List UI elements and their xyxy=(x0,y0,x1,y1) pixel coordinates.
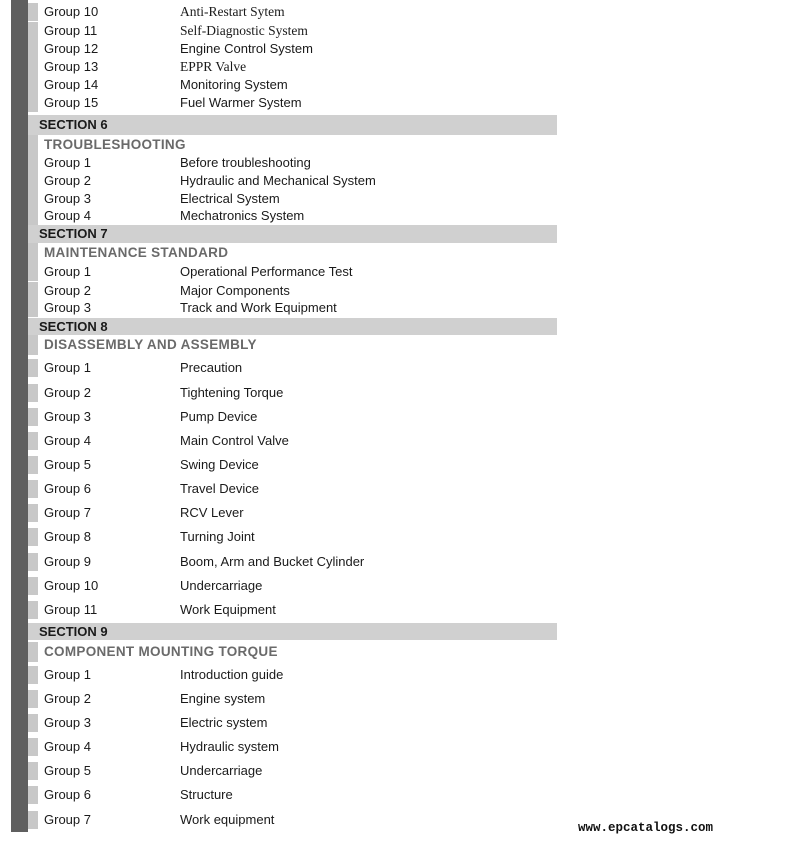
list-item[interactable] xyxy=(28,577,557,595)
list-item[interactable] xyxy=(28,528,557,546)
list-item[interactable] xyxy=(28,456,557,474)
section-number: SECTION 6 xyxy=(39,117,108,132)
section-header xyxy=(28,225,557,243)
section-heading xyxy=(28,642,557,662)
group-title: Operational Performance Test xyxy=(180,264,353,279)
group-label: Group 3 xyxy=(44,715,91,730)
group-label: Group 13 xyxy=(44,59,99,74)
list-item[interactable] xyxy=(28,359,557,377)
list-item[interactable] xyxy=(28,811,557,829)
group-title: Mechatronics System xyxy=(180,208,305,223)
section-title: MAINTENANCE STANDARD xyxy=(44,245,229,260)
list-item[interactable] xyxy=(28,601,557,619)
group-title: Main Control Valve xyxy=(180,433,289,448)
list-item[interactable] xyxy=(28,480,557,498)
section-header xyxy=(28,623,557,640)
list-item[interactable] xyxy=(28,94,557,112)
list-item[interactable] xyxy=(28,553,557,571)
group-title: Anti-Restart Sytem xyxy=(180,4,285,19)
section-number: SECTION 9 xyxy=(39,624,108,639)
list-item[interactable] xyxy=(28,207,557,225)
group-label: Group 8 xyxy=(44,529,91,544)
watermark-url: www.epcatalogs.com xyxy=(578,821,714,835)
group-title: Hydraulic system xyxy=(180,739,279,754)
group-title: Monitoring System xyxy=(180,77,288,92)
group-label: Group 1 xyxy=(44,264,91,279)
group-title: Engine system xyxy=(180,691,266,706)
group-title: Boom, Arm and Bucket Cylinder xyxy=(180,554,365,569)
list-item[interactable] xyxy=(28,299,557,317)
group-label: Group 6 xyxy=(44,787,91,802)
section-header xyxy=(28,115,557,135)
list-item[interactable] xyxy=(28,384,557,402)
section-title: TROUBLESHOOTING xyxy=(44,137,186,152)
list-item[interactable] xyxy=(28,154,557,172)
list-item[interactable] xyxy=(28,172,557,190)
group-label: Group 5 xyxy=(44,457,91,472)
group-title: Electric system xyxy=(180,715,268,730)
group-label: Group 6 xyxy=(44,481,91,496)
section-title: DISASSEMBLY AND ASSEMBLY xyxy=(44,337,257,352)
group-title: Before troubleshooting xyxy=(180,155,311,170)
group-label: Group 11 xyxy=(44,602,98,617)
group-title: Turning Joint xyxy=(180,529,255,544)
group-title: Pump Device xyxy=(180,409,258,424)
group-label: Group 5 xyxy=(44,763,91,778)
group-label: Group 10 xyxy=(44,4,99,19)
list-item[interactable] xyxy=(28,714,557,732)
list-item[interactable] xyxy=(28,432,557,450)
list-item[interactable] xyxy=(28,738,557,756)
group-title: Swing Device xyxy=(180,457,259,472)
group-label: Group 2 xyxy=(44,691,91,706)
group-label: Group 7 xyxy=(44,505,91,520)
list-item[interactable] xyxy=(28,263,557,281)
list-item[interactable] xyxy=(28,22,557,40)
section-title: COMPONENT MOUNTING TORQUE xyxy=(44,644,278,659)
list-item[interactable] xyxy=(28,408,557,426)
group-title: Introduction guide xyxy=(180,667,284,682)
group-label: Group 2 xyxy=(44,173,91,188)
list-item[interactable] xyxy=(28,76,557,94)
list-item[interactable] xyxy=(28,504,557,522)
group-label: Group 2 xyxy=(44,283,91,298)
group-label: Group 4 xyxy=(44,739,91,754)
group-title: Undercarriage xyxy=(180,763,263,778)
group-label: Group 4 xyxy=(44,208,91,223)
list-item[interactable] xyxy=(28,690,557,708)
group-title: Hydraulic and Mechanical System xyxy=(180,173,376,188)
group-title: Self-Diagnostic System xyxy=(180,23,308,38)
list-item[interactable] xyxy=(28,282,557,300)
group-label: Group 1 xyxy=(44,155,91,170)
group-label: Group 1 xyxy=(44,360,91,375)
section-heading xyxy=(28,335,557,355)
group-title: Track and Work Equipment xyxy=(180,300,337,315)
section-header xyxy=(28,318,557,335)
section-heading xyxy=(28,135,557,155)
group-title: Work Equipment xyxy=(180,602,276,617)
group-label: Group 3 xyxy=(44,300,91,315)
group-label: Group 1 xyxy=(44,667,91,682)
group-label: Group 4 xyxy=(44,433,91,448)
list-item[interactable] xyxy=(28,58,557,76)
left-margin-bar xyxy=(11,0,28,832)
group-label: Group 9 xyxy=(44,554,91,569)
group-title: Work equipment xyxy=(180,812,275,827)
list-item[interactable] xyxy=(28,40,557,58)
section-number: SECTION 7 xyxy=(39,226,108,241)
group-label: Group 3 xyxy=(44,409,91,424)
list-item[interactable] xyxy=(28,762,557,780)
section-number: SECTION 8 xyxy=(39,319,108,334)
list-item[interactable] xyxy=(28,786,557,804)
group-label: Group 14 xyxy=(44,77,99,92)
group-title: Structure xyxy=(180,787,233,802)
group-title: Fuel Warmer System xyxy=(180,95,302,110)
list-item[interactable] xyxy=(28,3,557,21)
group-title: Travel Device xyxy=(180,481,259,496)
group-label: Group 11 xyxy=(44,23,98,38)
group-title: Major Components xyxy=(180,283,290,298)
group-title: Engine Control System xyxy=(180,41,313,56)
group-title: EPPR Valve xyxy=(180,59,247,74)
group-title: Precaution xyxy=(180,360,243,375)
group-label: Group 10 xyxy=(44,578,99,593)
list-item[interactable] xyxy=(28,666,557,684)
group-label: Group 15 xyxy=(44,95,99,110)
group-label: Group 2 xyxy=(44,385,91,400)
group-title: Tightening Torque xyxy=(180,385,284,400)
group-title: Undercarriage xyxy=(180,578,263,593)
group-label: Group 12 xyxy=(44,41,99,56)
group-label: Group 7 xyxy=(44,812,91,827)
list-item[interactable] xyxy=(28,190,557,208)
group-title: RCV Lever xyxy=(180,505,244,520)
group-title: Electrical System xyxy=(180,191,280,206)
group-label: Group 3 xyxy=(44,191,91,206)
section-heading xyxy=(28,243,557,263)
